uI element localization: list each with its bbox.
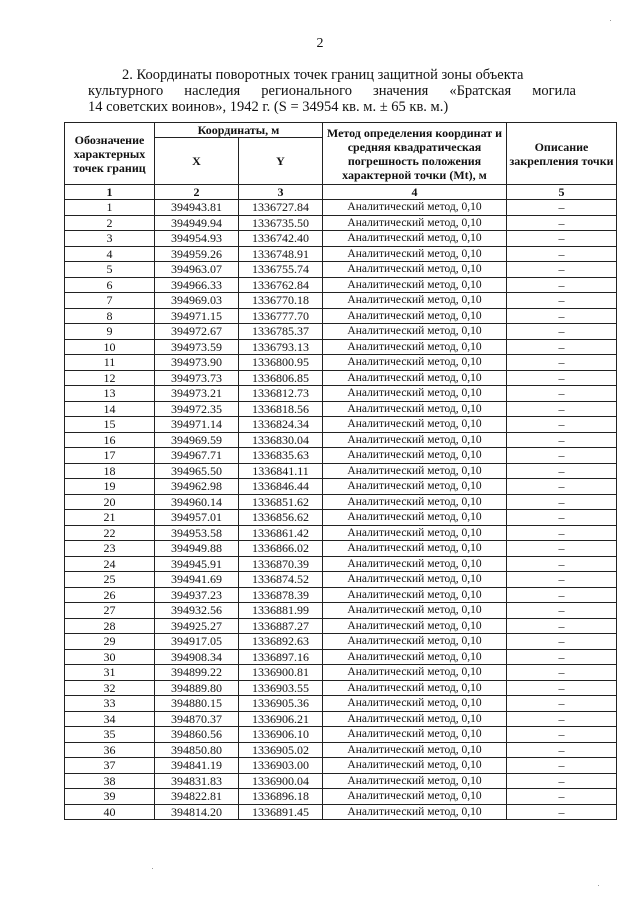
cell-point-number: 29 bbox=[65, 634, 155, 650]
cell-point-number: 9 bbox=[65, 324, 155, 340]
table-row bbox=[65, 680, 617, 696]
cell-x: 394841.19 bbox=[155, 758, 239, 774]
cell-method: Аналитический метод, 0,10 bbox=[323, 463, 507, 479]
intro-line-1: 2. Координаты поворотных точек границ защитной зоны объекта bbox=[122, 67, 524, 83]
cell-method: Аналитический метод, 0,10 bbox=[323, 618, 507, 634]
cell-y: 1336856.62 bbox=[239, 510, 323, 526]
cell-x: 394880.15 bbox=[155, 696, 239, 712]
table-row bbox=[65, 355, 617, 371]
cell-point-number: 30 bbox=[65, 649, 155, 665]
column-number: 2 bbox=[155, 185, 239, 200]
header-method: Метод определения координат и средняя квадратическая погрешность положения характерной точки (Mt), м bbox=[323, 123, 507, 185]
cell-description: – bbox=[507, 742, 617, 758]
cell-x: 394971.14 bbox=[155, 417, 239, 433]
cell-y: 1336835.63 bbox=[239, 448, 323, 464]
table-row bbox=[65, 541, 617, 557]
cell-point-number: 19 bbox=[65, 479, 155, 495]
table-row bbox=[65, 401, 617, 417]
cell-method: Аналитический метод, 0,10 bbox=[323, 339, 507, 355]
header-description: Описание закрепления точки bbox=[507, 123, 617, 185]
table-row bbox=[65, 556, 617, 572]
cell-method: Аналитический метод, 0,10 bbox=[323, 277, 507, 293]
cell-description: – bbox=[507, 603, 617, 619]
cell-x: 394889.80 bbox=[155, 680, 239, 696]
cell-x: 394972.35 bbox=[155, 401, 239, 417]
cell-x: 394967.71 bbox=[155, 448, 239, 464]
page-number: 2 bbox=[316, 36, 324, 51]
cell-description: – bbox=[507, 200, 617, 216]
cell-description: – bbox=[507, 231, 617, 247]
cell-method: Аналитический метод, 0,10 bbox=[323, 804, 507, 820]
cell-x: 394957.01 bbox=[155, 510, 239, 526]
cell-point-number: 18 bbox=[65, 463, 155, 479]
cell-method: Аналитический метод, 0,10 bbox=[323, 773, 507, 789]
table-row bbox=[65, 494, 617, 510]
cell-point-number: 22 bbox=[65, 525, 155, 541]
cell-y: 1336896.18 bbox=[239, 789, 323, 805]
cell-point-number: 13 bbox=[65, 386, 155, 402]
cell-point-number: 32 bbox=[65, 680, 155, 696]
cell-method: Аналитический метод, 0,10 bbox=[323, 448, 507, 464]
cell-x: 394973.90 bbox=[155, 355, 239, 371]
table-row bbox=[65, 215, 617, 231]
cell-description: – bbox=[507, 572, 617, 588]
cell-method: Аналитический метод, 0,10 bbox=[323, 510, 507, 526]
cell-description: – bbox=[507, 634, 617, 650]
cell-method: Аналитический метод, 0,10 bbox=[323, 200, 507, 216]
cell-y: 1336800.95 bbox=[239, 355, 323, 371]
cell-point-number: 6 bbox=[65, 277, 155, 293]
cell-description: – bbox=[507, 696, 617, 712]
cell-x: 394941.69 bbox=[155, 572, 239, 588]
cell-method: Аналитический метод, 0,10 bbox=[323, 262, 507, 278]
cell-point-number: 17 bbox=[65, 448, 155, 464]
cell-point-number: 26 bbox=[65, 587, 155, 603]
cell-method: Аналитический метод, 0,10 bbox=[323, 727, 507, 743]
table-row bbox=[65, 525, 617, 541]
table-body bbox=[65, 200, 617, 820]
table-row bbox=[65, 711, 617, 727]
cell-x: 394954.93 bbox=[155, 231, 239, 247]
table-row bbox=[65, 572, 617, 588]
cell-y: 1336742.40 bbox=[239, 231, 323, 247]
cell-method: Аналитический метод, 0,10 bbox=[323, 665, 507, 681]
cell-method: Аналитический метод, 0,10 bbox=[323, 370, 507, 386]
column-number: 4 bbox=[323, 185, 507, 200]
table-row bbox=[65, 246, 617, 262]
cell-description: – bbox=[507, 386, 617, 402]
cell-description: – bbox=[507, 417, 617, 433]
cell-description: – bbox=[507, 479, 617, 495]
cell-y: 1336881.99 bbox=[239, 603, 323, 619]
cell-y: 1336861.42 bbox=[239, 525, 323, 541]
table-row bbox=[65, 804, 617, 820]
coordinates-table bbox=[64, 122, 617, 820]
cell-method: Аналитический метод, 0,10 bbox=[323, 556, 507, 572]
table-row bbox=[65, 618, 617, 634]
table-row bbox=[65, 339, 617, 355]
cell-method: Аналитический метод, 0,10 bbox=[323, 758, 507, 774]
cell-point-number: 31 bbox=[65, 665, 155, 681]
cell-y: 1336887.27 bbox=[239, 618, 323, 634]
cell-y: 1336891.45 bbox=[239, 804, 323, 820]
cell-y: 1336830.04 bbox=[239, 432, 323, 448]
cell-y: 1336866.02 bbox=[239, 541, 323, 557]
cell-y: 1336870.39 bbox=[239, 556, 323, 572]
cell-point-number: 35 bbox=[65, 727, 155, 743]
table-row bbox=[65, 293, 617, 309]
cell-x: 394959.26 bbox=[155, 246, 239, 262]
header-coordinates: Координаты, м bbox=[155, 123, 323, 138]
cell-x: 394932.56 bbox=[155, 603, 239, 619]
cell-description: – bbox=[507, 308, 617, 324]
table-row bbox=[65, 587, 617, 603]
table-row bbox=[65, 696, 617, 712]
cell-y: 1336874.52 bbox=[239, 572, 323, 588]
cell-x: 394917.05 bbox=[155, 634, 239, 650]
cell-y: 1336748.91 bbox=[239, 246, 323, 262]
cell-description: – bbox=[507, 758, 617, 774]
cell-point-number: 27 bbox=[65, 603, 155, 619]
cell-method: Аналитический метод, 0,10 bbox=[323, 711, 507, 727]
table-row bbox=[65, 370, 617, 386]
cell-method: Аналитический метод, 0,10 bbox=[323, 696, 507, 712]
cell-point-number: 24 bbox=[65, 556, 155, 572]
cell-method: Аналитический метод, 0,10 bbox=[323, 215, 507, 231]
cell-x: 394899.22 bbox=[155, 665, 239, 681]
cell-method: Аналитический метод, 0,10 bbox=[323, 649, 507, 665]
cell-y: 1336824.34 bbox=[239, 417, 323, 433]
cell-point-number: 38 bbox=[65, 773, 155, 789]
cell-x: 394973.59 bbox=[155, 339, 239, 355]
cell-x: 394965.50 bbox=[155, 463, 239, 479]
cell-description: – bbox=[507, 293, 617, 309]
cell-point-number: 8 bbox=[65, 308, 155, 324]
cell-x: 394973.21 bbox=[155, 386, 239, 402]
cell-y: 1336900.81 bbox=[239, 665, 323, 681]
cell-description: – bbox=[507, 789, 617, 805]
cell-point-number: 11 bbox=[65, 355, 155, 371]
cell-description: – bbox=[507, 525, 617, 541]
cell-y: 1336878.39 bbox=[239, 587, 323, 603]
table-row bbox=[65, 417, 617, 433]
cell-description: – bbox=[507, 432, 617, 448]
cell-method: Аналитический метод, 0,10 bbox=[323, 417, 507, 433]
cell-description: – bbox=[507, 448, 617, 464]
cell-point-number: 33 bbox=[65, 696, 155, 712]
cell-y: 1336903.55 bbox=[239, 680, 323, 696]
cell-method: Аналитический метод, 0,10 bbox=[323, 634, 507, 650]
cell-description: – bbox=[507, 277, 617, 293]
intro-line-2: культурного наследия регионального значения «Братская могила bbox=[88, 83, 576, 99]
table-row bbox=[65, 649, 617, 665]
header-point-designation: Обозначение характерных точек границ bbox=[65, 123, 155, 185]
cell-description: – bbox=[507, 370, 617, 386]
cell-y: 1336770.18 bbox=[239, 293, 323, 309]
cell-description: – bbox=[507, 215, 617, 231]
cell-point-number: 2 bbox=[65, 215, 155, 231]
cell-point-number: 5 bbox=[65, 262, 155, 278]
cell-method: Аналитический метод, 0,10 bbox=[323, 355, 507, 371]
cell-method: Аналитический метод, 0,10 bbox=[323, 680, 507, 696]
cell-point-number: 39 bbox=[65, 789, 155, 805]
cell-method: Аналитический метод, 0,10 bbox=[323, 479, 507, 495]
cell-y: 1336818.56 bbox=[239, 401, 323, 417]
table-row bbox=[65, 448, 617, 464]
table-row bbox=[65, 510, 617, 526]
cell-point-number: 36 bbox=[65, 742, 155, 758]
cell-x: 394860.56 bbox=[155, 727, 239, 743]
cell-x: 394850.80 bbox=[155, 742, 239, 758]
cell-point-number: 7 bbox=[65, 293, 155, 309]
table-row bbox=[65, 727, 617, 743]
cell-method: Аналитический метод, 0,10 bbox=[323, 603, 507, 619]
table-row bbox=[65, 200, 617, 216]
cell-method: Аналитический метод, 0,10 bbox=[323, 541, 507, 557]
cell-description: – bbox=[507, 680, 617, 696]
cell-description: – bbox=[507, 773, 617, 789]
cell-description: – bbox=[507, 355, 617, 371]
cell-y: 1336892.63 bbox=[239, 634, 323, 650]
table-row bbox=[65, 665, 617, 681]
cell-point-number: 37 bbox=[65, 758, 155, 774]
table-row bbox=[65, 758, 617, 774]
cell-x: 394973.73 bbox=[155, 370, 239, 386]
cell-point-number: 40 bbox=[65, 804, 155, 820]
cell-description: – bbox=[507, 649, 617, 665]
cell-method: Аналитический метод, 0,10 bbox=[323, 246, 507, 262]
cell-x: 394870.37 bbox=[155, 711, 239, 727]
cell-method: Аналитический метод, 0,10 bbox=[323, 386, 507, 402]
table-row bbox=[65, 277, 617, 293]
cell-y: 1336735.50 bbox=[239, 215, 323, 231]
table-row bbox=[65, 262, 617, 278]
cell-description: – bbox=[507, 246, 617, 262]
cell-y: 1336906.10 bbox=[239, 727, 323, 743]
cell-point-number: 14 bbox=[65, 401, 155, 417]
cell-y: 1336762.84 bbox=[239, 277, 323, 293]
table-row bbox=[65, 324, 617, 340]
cell-x: 394831.83 bbox=[155, 773, 239, 789]
table-row bbox=[65, 432, 617, 448]
cell-y: 1336897.16 bbox=[239, 649, 323, 665]
cell-x: 394971.15 bbox=[155, 308, 239, 324]
cell-description: – bbox=[507, 339, 617, 355]
cell-x: 394960.14 bbox=[155, 494, 239, 510]
cell-x: 394966.33 bbox=[155, 277, 239, 293]
table-row bbox=[65, 479, 617, 495]
cell-x: 394972.67 bbox=[155, 324, 239, 340]
cell-y: 1336851.62 bbox=[239, 494, 323, 510]
cell-point-number: 12 bbox=[65, 370, 155, 386]
cell-method: Аналитический метод, 0,10 bbox=[323, 231, 507, 247]
cell-method: Аналитический метод, 0,10 bbox=[323, 789, 507, 805]
table-row bbox=[65, 603, 617, 619]
intro-heading bbox=[88, 67, 576, 115]
cell-point-number: 20 bbox=[65, 494, 155, 510]
column-number: 1 bbox=[65, 185, 155, 200]
table-row bbox=[65, 742, 617, 758]
table-row bbox=[65, 386, 617, 402]
cell-x: 394937.23 bbox=[155, 587, 239, 603]
cell-x: 394945.91 bbox=[155, 556, 239, 572]
cell-y: 1336755.74 bbox=[239, 262, 323, 278]
cell-point-number: 15 bbox=[65, 417, 155, 433]
cell-description: – bbox=[507, 804, 617, 820]
cell-method: Аналитический метод, 0,10 bbox=[323, 587, 507, 603]
cell-method: Аналитический метод, 0,10 bbox=[323, 401, 507, 417]
cell-point-number: 25 bbox=[65, 572, 155, 588]
cell-description: – bbox=[507, 556, 617, 572]
cell-y: 1336906.21 bbox=[239, 711, 323, 727]
cell-point-number: 34 bbox=[65, 711, 155, 727]
cell-y: 1336905.36 bbox=[239, 696, 323, 712]
cell-y: 1336846.44 bbox=[239, 479, 323, 495]
cell-y: 1336812.73 bbox=[239, 386, 323, 402]
table-row bbox=[65, 789, 617, 805]
cell-description: – bbox=[507, 727, 617, 743]
cell-y: 1336777.70 bbox=[239, 308, 323, 324]
table-row bbox=[65, 463, 617, 479]
cell-x: 394969.03 bbox=[155, 293, 239, 309]
column-number: 5 bbox=[507, 185, 617, 200]
cell-description: – bbox=[507, 541, 617, 557]
cell-method: Аналитический метод, 0,10 bbox=[323, 293, 507, 309]
cell-y: 1336900.04 bbox=[239, 773, 323, 789]
cell-method: Аналитический метод, 0,10 bbox=[323, 742, 507, 758]
cell-method: Аналитический метод, 0,10 bbox=[323, 572, 507, 588]
cell-description: – bbox=[507, 510, 617, 526]
cell-point-number: 28 bbox=[65, 618, 155, 634]
cell-description: – bbox=[507, 262, 617, 278]
cell-description: – bbox=[507, 618, 617, 634]
cell-method: Аналитический метод, 0,10 bbox=[323, 324, 507, 340]
intro-line-3: 14 советских воинов», 1942 г. (S = 34954 кв. м. ± 65 кв. м.) bbox=[88, 99, 449, 115]
cell-x: 394963.07 bbox=[155, 262, 239, 278]
cell-description: – bbox=[507, 401, 617, 417]
cell-point-number: 4 bbox=[65, 246, 155, 262]
cell-x: 394925.27 bbox=[155, 618, 239, 634]
cell-y: 1336793.13 bbox=[239, 339, 323, 355]
cell-y: 1336785.37 bbox=[239, 324, 323, 340]
cell-y: 1336903.00 bbox=[239, 758, 323, 774]
table-row bbox=[65, 634, 617, 650]
cell-description: – bbox=[507, 587, 617, 603]
cell-description: – bbox=[507, 665, 617, 681]
cell-description: – bbox=[507, 711, 617, 727]
cell-x: 394969.59 bbox=[155, 432, 239, 448]
cell-y: 1336727.84 bbox=[239, 200, 323, 216]
table-row bbox=[65, 773, 617, 789]
cell-x: 394822.81 bbox=[155, 789, 239, 805]
cell-x: 394962.98 bbox=[155, 479, 239, 495]
cell-point-number: 3 bbox=[65, 231, 155, 247]
cell-point-number: 21 bbox=[65, 510, 155, 526]
cell-method: Аналитический метод, 0,10 bbox=[323, 432, 507, 448]
cell-point-number: 10 bbox=[65, 339, 155, 355]
cell-x: 394943.81 bbox=[155, 200, 239, 216]
cell-x: 394908.34 bbox=[155, 649, 239, 665]
cell-y: 1336841.11 bbox=[239, 463, 323, 479]
cell-method: Аналитический метод, 0,10 bbox=[323, 525, 507, 541]
cell-y: 1336905.02 bbox=[239, 742, 323, 758]
column-number: 3 bbox=[239, 185, 323, 200]
cell-x: 394949.88 bbox=[155, 541, 239, 557]
cell-x: 394949.94 bbox=[155, 215, 239, 231]
cell-x: 394814.20 bbox=[155, 804, 239, 820]
table-row bbox=[65, 231, 617, 247]
cell-method: Аналитический метод, 0,10 bbox=[323, 494, 507, 510]
table-row bbox=[65, 308, 617, 324]
cell-description: – bbox=[507, 324, 617, 340]
cell-point-number: 23 bbox=[65, 541, 155, 557]
cell-point-number: 1 bbox=[65, 200, 155, 216]
header-x: X bbox=[155, 138, 239, 185]
header-y: Y bbox=[239, 138, 323, 185]
cell-point-number: 16 bbox=[65, 432, 155, 448]
cell-description: – bbox=[507, 494, 617, 510]
cell-method: Аналитический метод, 0,10 bbox=[323, 308, 507, 324]
cell-y: 1336806.85 bbox=[239, 370, 323, 386]
cell-description: – bbox=[507, 463, 617, 479]
cell-x: 394953.58 bbox=[155, 525, 239, 541]
